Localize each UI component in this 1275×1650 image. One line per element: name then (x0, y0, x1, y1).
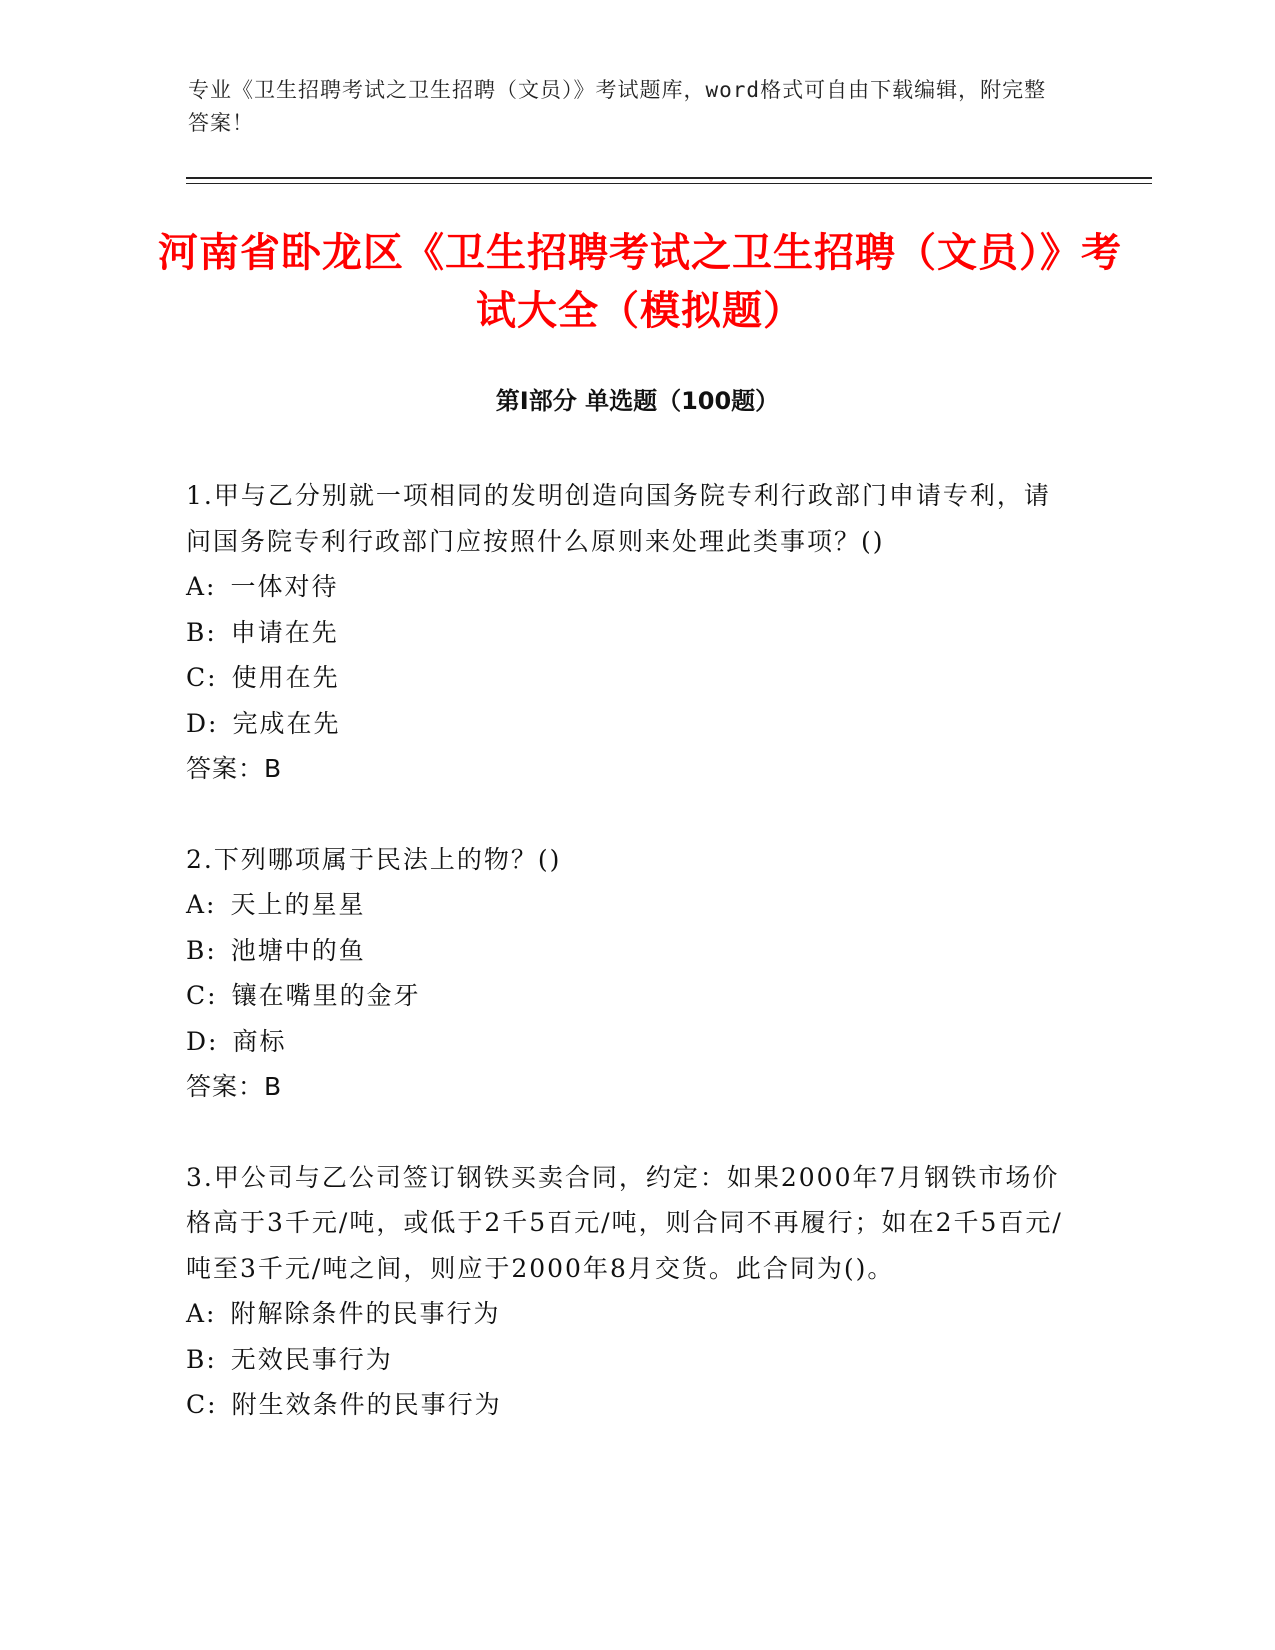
option-text: 无效民事行为 (230, 1344, 393, 1374)
option-letter: C: (186, 1390, 218, 1419)
option-text: 池塘中的鱼 (230, 935, 366, 965)
answer-value: B (264, 754, 283, 783)
header-note: 专业《卫生招聘考试之卫生招聘（文员）》考试题库，word格式可自由下载编辑，附完整答案！ (188, 78, 1047, 135)
question-3 (186, 1155, 1076, 1428)
option-d (186, 1019, 1076, 1065)
option-letter: B: (186, 617, 217, 647)
option-letter: D: (186, 708, 219, 738)
option-letter: A: (186, 890, 217, 919)
question-list (186, 473, 1076, 1473)
option-letter: C: (186, 663, 218, 692)
option-letter: B: (186, 1344, 217, 1374)
option-letter: A: (186, 572, 217, 601)
option-b (186, 1337, 1076, 1383)
option-text: 完成在先 (232, 708, 341, 738)
question-stem: 2.下列哪项属于民法上的物？() (186, 844, 562, 874)
option-b (186, 928, 1076, 974)
answer-line (186, 1064, 1076, 1110)
section-title: 第I部分 单选题（100题） (495, 387, 780, 415)
header-divider-thick (186, 177, 1152, 179)
option-a (186, 1291, 1076, 1337)
option-b (186, 610, 1076, 656)
option-c (186, 1382, 1076, 1428)
option-letter: B: (186, 935, 217, 965)
document-title: 河南省卧龙区《卫生招聘考试之卫生招聘（文员）》考试大全（模拟题） (158, 230, 1122, 334)
option-letter: A: (186, 1299, 217, 1328)
option-d (186, 701, 1076, 747)
option-c (186, 655, 1076, 701)
answer-value: B (264, 1072, 283, 1101)
option-text: 申请在先 (230, 617, 339, 647)
option-text: 附生效条件的民事行为 (231, 1390, 502, 1419)
option-text: 使用在先 (231, 663, 340, 692)
option-text: 镶在嘴里的金牙 (231, 981, 421, 1010)
option-text: 商标 (232, 1026, 287, 1056)
option-a (186, 882, 1076, 928)
option-text: 天上的星星 (230, 890, 366, 919)
header-divider-thin (186, 183, 1152, 184)
question-stem: 3.甲公司与乙公司签订钢铁买卖合同，约定：如果2000年7月钢铁市场价格高于3千元/吨，或低于2千5百元/吨，则合同不再履行；如在2千5百元/吨至3千元/吨之间，则应于2000年8月交货。此合同为()。 (186, 1162, 1063, 1283)
answer-line (186, 746, 1076, 792)
answer-label: 答案： (186, 754, 265, 783)
question-stem: 1.甲与乙分别就一项相同的发明创造向国务院专利行政部门申请专利，请问国务院专利行政部门应按照什么原则来处理此类事项？() (186, 481, 1051, 556)
option-letter: D: (186, 1026, 219, 1056)
question-1 (186, 473, 1076, 792)
option-text: 附解除条件的民事行为 (230, 1299, 501, 1328)
answer-label: 答案： (186, 1072, 265, 1101)
question-2 (186, 837, 1076, 1110)
option-c (186, 973, 1076, 1019)
option-text: 一体对待 (230, 572, 339, 601)
option-letter: C: (186, 981, 218, 1010)
option-a (186, 564, 1076, 610)
